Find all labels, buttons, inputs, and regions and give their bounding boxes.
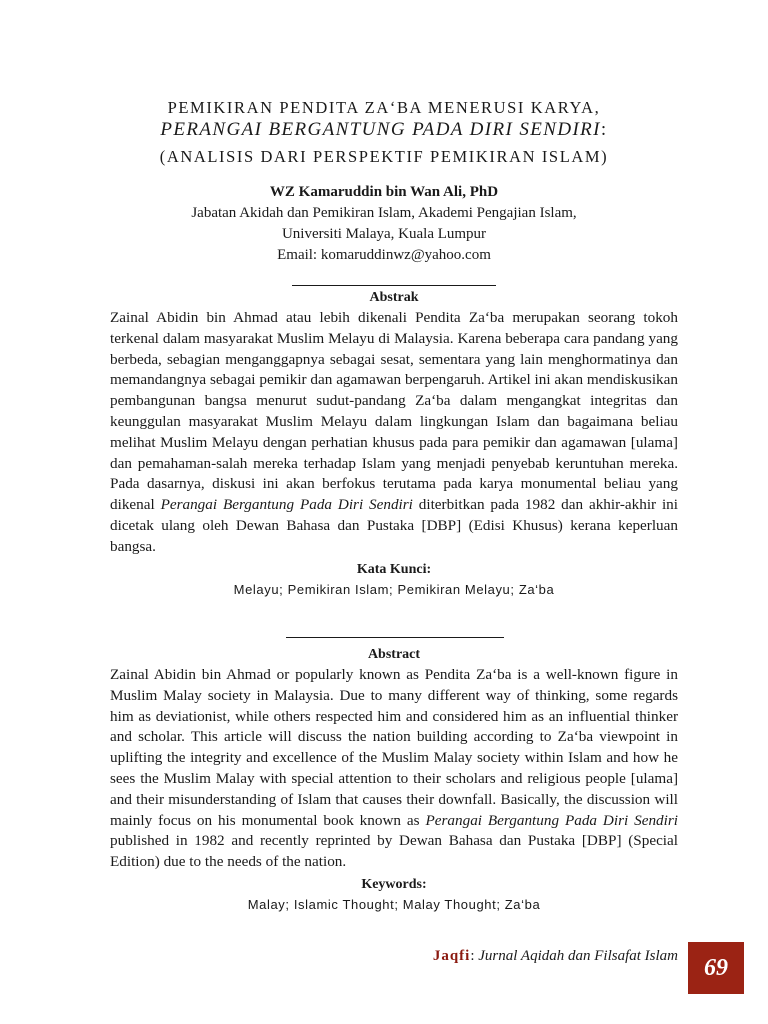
- abstrak-text-part2: diterbitkan pada 1982 dan akhir-akhir ini dicetak ulang oleh Dewan Bahasa dan Pustaka [DBP] (Edisi Khusus) kerana keperluan bangsa.: [110, 496, 678, 555]
- author-block: [0, 182, 768, 266]
- abstract-heading: Abstract: [367, 647, 421, 662]
- abstract-text-part1: Zainal Abidin bin Ahmad or popularly known as Pendita Za‘ba is a well-known figure in Muslim Malay society in Malaysia. Due to many different way of thinking, some regards him as deviationist, while others respected him and considered him as an influential thinker and scholar. This article will discuss the nation building according to Za‘ba viewpoint in uplifting the integrity and excellence of the Muslim Malay society within Islam and how he sees the Muslim Malay with special attention to their scholars and religious people [ulama] and their misunderstanding of Islam that causes their downfall. Basically, the discussion will mainly focus on his monumental book known as: [110, 666, 678, 829]
- article-title-colon: :: [600, 119, 608, 140]
- page-number: 69: [704, 954, 728, 981]
- abstrak-text: [110, 308, 678, 558]
- abstract-text: [110, 665, 678, 873]
- article-subtitle: (ANALISIS DARI PERSPEKTIF PEMIKIRAN ISLAM): [159, 147, 609, 166]
- abstract-book-title: Perangai Bergantung Pada Diri Sendiri: [425, 811, 679, 829]
- abstract-section: [110, 645, 678, 915]
- affiliation-line1: Jabatan Akidah dan Pemikiran Islam, Akademi Pengajian Islam,: [191, 205, 577, 221]
- abstrak-text-part1: Zainal Abidin bin Ahmad atau lebih dikenali Pendita Za‘ba merupakan seorang tokoh terkenal dalam masyarakat Muslim Melayu di Malaysia. Karena beberapa cara pandang yang berbeda, sebagian menganggapnya sebagai sesat, sementara yang lain menghormatinya dan memandangnya sebagai pemikir dan agamawan berpengaruh. Artikel ini akan mendiskusikan pembangunan bangsa menurut sudut-pandang Za‘ba dalam mengangkat integritas dan keunggulan masyarakat Muslim Melayu dalam lingkungan Islam dan bagaimana beliau melihat Muslim Melayu dengan perhatian khusus pada para pemikir dan agamawan [ulama] dan pemahaman-salah mereka terhadap Islam yang menjadi penyebab keruntuhan mereka. Pada dasarnya, diskusi ini akan berfokus terutama pada karya monumental beliau yang dikenal: [110, 309, 678, 514]
- abstract-text-part2: published in 1982 and recently reprinted by Dewan Bahasa dan Pustaka [DBP] (Special Edition) due to the needs of the nation.: [110, 832, 678, 871]
- abstrak-book-title: Perangai Bergantung Pada Diri Sendiri: [160, 496, 413, 514]
- journal-footer: [388, 945, 678, 967]
- divider-top: [292, 285, 496, 286]
- journal-separator: :: [470, 948, 475, 964]
- page-number-box: [688, 942, 744, 994]
- abstrak-section: [110, 288, 678, 600]
- article-title-line1: PEMIKIRAN PENDITA ZA‘BA MENERUSI KARYA,: [167, 98, 601, 117]
- journal-name: Jurnal Aqidah dan Filsafat Islam: [474, 948, 678, 964]
- abstrak-heading: Abstrak: [369, 290, 419, 305]
- article-title-line2: [0, 118, 768, 142]
- author-email: Email: komaruddinwz@yahoo.com: [277, 247, 491, 263]
- kata-kunci-list: Melayu; Pemikiran Islam; Pemikiran Melayu; Za‘ba: [233, 581, 555, 597]
- kata-kunci-heading: Kata Kunci:: [356, 561, 432, 577]
- article-title-book: PERANGAI BERGANTUNG PADA DIRI SENDIRI: [160, 119, 601, 140]
- keywords-heading: Keywords:: [361, 876, 427, 892]
- journal-abbrev: Jaqfi: [432, 948, 471, 964]
- affiliation-line2: Universiti Malaya, Kuala Lumpur: [281, 226, 487, 242]
- author-name: WZ Kamaruddin bin Wan Ali, PhD: [269, 184, 499, 200]
- divider-middle: [286, 637, 504, 638]
- keywords-list: Malay; Islamic Thought; Malay Thought; Za‘ba: [247, 896, 541, 912]
- article-title-block: [0, 97, 768, 170]
